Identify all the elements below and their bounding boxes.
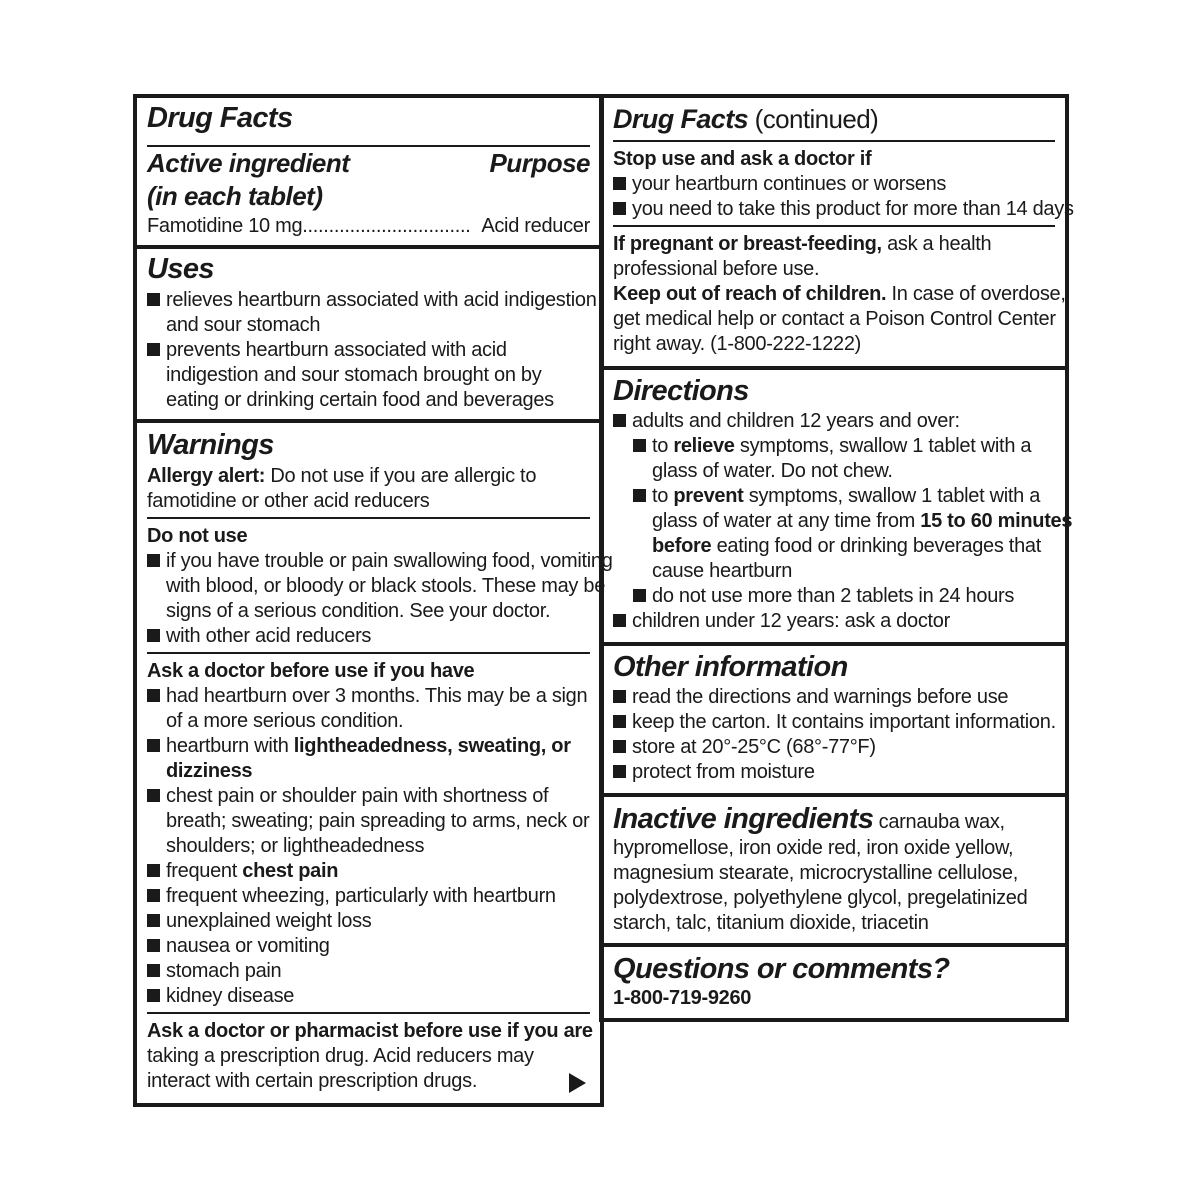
bullet-icon — [147, 939, 160, 952]
list-item: to relieve symptoms, swallow 1 tablet with a — [633, 434, 1031, 459]
inactive-ingredients-section — [603, 793, 1065, 946]
list-item-continuation: dizziness — [166, 760, 253, 782]
list-item: relieves heartburn associated with acid indigestion — [147, 288, 597, 313]
divider — [147, 1012, 590, 1014]
bullet-icon — [613, 690, 626, 703]
bullet-icon — [147, 629, 160, 642]
questions-section — [603, 943, 1065, 1022]
ingredient-row — [147, 214, 590, 239]
inactive-ingredients-heading: Inactive ingredients carnauba wax, — [613, 803, 1005, 835]
list-item: store at 20°-25°C (68°-77°F) — [613, 735, 876, 760]
keep-out-of-reach-continuation: right away. (1-800-222-1222) — [613, 333, 862, 355]
bullet-icon — [147, 989, 160, 1002]
bullet-icon — [633, 589, 646, 602]
list-item-continuation: eating or drinking certain food and beverages — [166, 389, 554, 411]
list-item: protect from moisture — [613, 760, 815, 785]
list-item-continuation: cause heartburn — [652, 560, 793, 582]
allergy-alert: Allergy alert: Do not use if you are allergic to — [147, 465, 537, 487]
ingredient-purpose: Acid reducer — [481, 215, 590, 237]
dot-leader: ................................ — [302, 215, 471, 237]
ask-pharmacist-text: taking a prescription drug. Acid reducers may — [147, 1045, 534, 1067]
bullet-icon — [147, 689, 160, 702]
stop-use-section — [603, 98, 1074, 366]
phone-number: 1-800-719-9260 — [613, 987, 752, 1009]
list-item: you need to take this product for more than 14 days — [613, 197, 1074, 222]
list-item: with other acid reducers — [147, 624, 371, 649]
list-item: read the directions and warnings before use — [613, 685, 1008, 710]
bullet-icon — [147, 554, 160, 567]
ask-pharmacist-text: interact with certain prescription drugs. — [147, 1070, 478, 1092]
list-item-continuation: and sour stomach — [166, 314, 321, 336]
active-ingredient-subheader: (in each tablet) — [147, 181, 323, 211]
list-item: heartburn with lightheadedness, sweating, or — [147, 734, 571, 759]
bullet-icon — [613, 740, 626, 753]
list-item: frequent wheezing, particularly with heartburn — [147, 884, 556, 909]
purpose-header: Purpose — [489, 148, 590, 178]
bullet-icon — [147, 343, 160, 356]
title-divider — [613, 140, 1055, 142]
warnings-title: Warnings — [147, 429, 274, 461]
list-item-continuation: glass of water. Do not chew. — [652, 460, 893, 482]
list-item: your heartburn continues or worsens — [613, 172, 946, 197]
active-ingredient-header: Active ingredient — [147, 148, 350, 178]
allergy-alert-continuation: famotidine or other acid reducers — [147, 490, 430, 512]
ingredient-name: Famotidine 10 mg — [147, 215, 303, 237]
list-item-continuation: shoulders; or lightheadedness — [166, 835, 425, 857]
list-item-continuation: with blood, or bloody or black stools. These may be — [166, 575, 606, 597]
pregnant-warning: If pregnant or breast-feeding, ask a health — [613, 233, 992, 255]
other-information-title: Other information — [613, 651, 848, 683]
divider — [613, 225, 1055, 227]
bullet-icon — [613, 765, 626, 778]
title-divider — [147, 145, 590, 147]
list-item-continuation: of a more serious condition. — [166, 710, 404, 732]
bullet-icon — [147, 914, 160, 927]
list-item-continuation: indigestion and sour stomach brought on by — [166, 364, 542, 386]
drug-facts-right-panel — [599, 94, 1074, 1022]
continue-arrow-icon — [569, 1073, 586, 1093]
list-item: nausea or vomiting — [147, 934, 330, 959]
list-item: children under 12 years: ask a doctor — [613, 609, 950, 634]
bullet-icon — [633, 439, 646, 452]
ask-doctor-title: Ask a doctor before use if you have — [147, 660, 475, 682]
bullet-icon — [613, 715, 626, 728]
divider — [147, 517, 590, 519]
list-item: keep the carton. It contains important information. — [613, 710, 1056, 735]
keep-out-of-reach: Keep out of reach of children. In case of overdose, — [613, 283, 1066, 305]
bullet-icon — [147, 789, 160, 802]
list-item: stomach pain — [147, 959, 281, 984]
uses-section — [137, 245, 600, 421]
list-item-continuation: signs of a serious condition. See your doctor. — [166, 600, 551, 622]
inactive-ingredients-text: magnesium stearate, microcrystalline cellulose, — [613, 862, 1018, 884]
bullet-icon — [147, 864, 160, 877]
divider — [147, 652, 590, 654]
uses-title: Uses — [147, 253, 214, 285]
inactive-ingredients-text: polydextrose, polyethylene glycol, pregelatinized — [613, 887, 1028, 909]
bullet-icon — [613, 614, 626, 627]
do-not-use-title: Do not use — [147, 525, 248, 547]
keep-out-of-reach-continuation: get medical help or contact a Poison Control Center — [613, 308, 1056, 330]
drug-facts-left-panel — [133, 94, 613, 1107]
list-item-continuation: glass of water at any time from 15 to 60 minutes — [652, 510, 1073, 532]
inactive-ingredients-text: hypromellose, iron oxide red, iron oxide yellow, — [613, 837, 1014, 859]
other-information-section — [603, 642, 1065, 794]
ask-pharmacist-title: Ask a doctor or pharmacist before use if you are — [147, 1020, 593, 1042]
stop-use-title: Stop use and ask a doctor if — [613, 148, 872, 170]
bullet-icon — [147, 964, 160, 977]
bullet-icon — [147, 293, 160, 306]
bullet-icon — [613, 202, 626, 215]
bullet-icon — [147, 889, 160, 902]
directions-section — [603, 366, 1073, 644]
list-item: if you have trouble or pain swallowing food, vomiting — [147, 549, 613, 574]
list-item: do not use more than 2 tablets in 24 hours — [633, 584, 1014, 609]
list-item: adults and children 12 years and over: — [613, 409, 960, 434]
warnings-section — [137, 419, 613, 1107]
list-item: had heartburn over 3 months. This may be a sign — [147, 684, 587, 709]
bullet-icon — [613, 414, 626, 427]
list-item: frequent chest pain — [147, 859, 338, 884]
list-item: kidney disease — [147, 984, 294, 1009]
list-item-continuation: breath; sweating; pain spreading to arms, neck or — [166, 810, 590, 832]
list-item-continuation: before eating food or drinking beverages that — [652, 535, 1041, 557]
inactive-ingredients-text: starch, talc, titanium dioxide, triacetin — [613, 912, 929, 934]
questions-title: Questions or comments? — [613, 953, 950, 985]
list-item: chest pain or shoulder pain with shortness of — [147, 784, 548, 809]
list-item: prevents heartburn associated with acid — [147, 338, 507, 363]
bullet-icon — [613, 177, 626, 190]
bullet-icon — [147, 739, 160, 752]
drug-facts-continued-title: Drug Facts (continued) — [613, 104, 879, 134]
pregnant-warning-continuation: professional before use. — [613, 258, 820, 280]
list-item: unexplained weight loss — [147, 909, 371, 934]
directions-title: Directions — [613, 375, 749, 407]
bullet-icon — [633, 489, 646, 502]
list-item: to prevent symptoms, swallow 1 tablet with a — [633, 484, 1040, 509]
drug-facts-title: Drug Facts — [147, 102, 293, 134]
